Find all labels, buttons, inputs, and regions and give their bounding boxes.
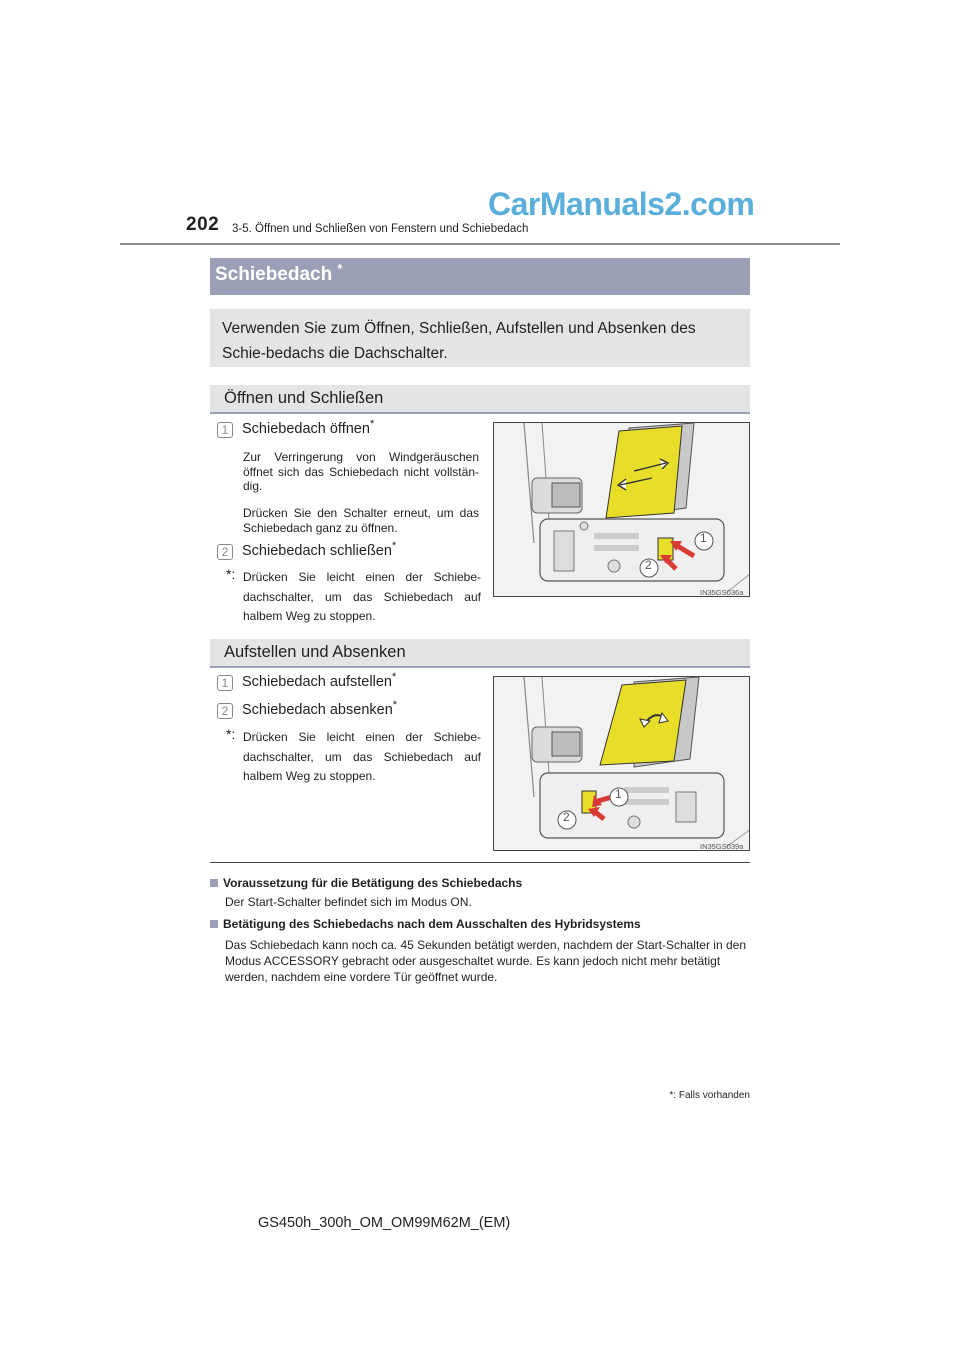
note-body-after-shutdown: Das Schiebedach kann noch ca. 45 Sekunden betätigt werden, nachdem der Start-Schalter in den Modus ACCESSORY gebracht oder ausgeschaltet wurde. Es kann jedoch nicht mehr betätigt werden, nachdem eine vordere Tür geöffnet wurde. — [225, 938, 746, 984]
step-open-label: Schiebedach öffnen* — [242, 418, 375, 437]
figure-code: IN35GS036a — [700, 588, 744, 597]
figure-tilt-illustration — [494, 677, 750, 851]
note-marker: *: — [226, 566, 236, 582]
subsection-heading: Öffnen und Schließen — [224, 389, 384, 407]
note-title-condition: Voraussetzung für die Betätigung des Schiebedachs — [210, 876, 522, 890]
step-open-para-2: Drücken Sie den Schalter erneut, um das Schiebedach ganz zu öffnen. — [243, 506, 479, 535]
step-number-2: 2 — [217, 544, 233, 560]
note-marker: *: — [226, 726, 236, 742]
watermark-logo: CarManuals2.com — [488, 186, 755, 222]
figure-code: IN35GS039a — [700, 842, 744, 851]
figure-callout-1: 1 — [700, 531, 707, 545]
figure-open-close — [493, 422, 750, 597]
step-number-1: 1 — [217, 675, 233, 691]
step-close-label: Schiebedach schließen* — [242, 540, 397, 559]
note-stop-halfway: Drücken Sie leicht einen der Schiebe-dachschalter, um das Schiebedach auf halbem Weg zu stoppen. — [243, 730, 481, 783]
intro-text: Verwenden Sie zum Öffnen, Schließen, Aufstellen und Absenken des Schie-bedachs die Dachschalter. — [210, 309, 750, 367]
header-divider — [120, 243, 840, 245]
subsection-tilt — [210, 639, 750, 668]
note-title-after-shutdown: Betätigung des Schiebedachs nach dem Ausschalten des Hybridsystems — [210, 917, 641, 931]
section-title-bar — [210, 258, 750, 295]
note-body-condition: Der Start-Schalter befindet sich im Modus ON. — [225, 895, 472, 909]
figure-tilt — [493, 676, 750, 851]
step-number-1: 1 — [217, 422, 233, 438]
step-number-2: 2 — [217, 703, 233, 719]
section-title: Schiebedach * — [215, 261, 343, 285]
footer-doc-code: GS450h_300h_OM_OM99M62M_(EM) — [258, 1215, 511, 1231]
subsection-heading: Aufstellen und Absenken — [224, 643, 406, 661]
step-open-para-1: Zur Verringerung von Windgeräuschen öffnet sich das Schiebedach nicht vollstän-dig. — [243, 450, 479, 493]
step-tilt-up-label: Schiebedach aufstellen* — [242, 671, 397, 690]
footnote-if-equipped: *: Falls vorhanden — [669, 1090, 750, 1101]
page-number: 202 — [186, 214, 220, 235]
notes-divider — [210, 862, 750, 863]
note-stop-halfway: Drücken Sie leicht einen der Schiebe-dachschalter, um das Schiebedach auf halbem Weg zu stoppen. — [243, 570, 481, 623]
subsection-open-close — [210, 385, 750, 414]
chapter-title: 3-5. Öffnen und Schließen von Fenstern und Schiebedach — [232, 223, 529, 235]
step-tilt-down-label: Schiebedach absenken* — [242, 699, 398, 718]
figure-callout-2: 2 — [563, 810, 570, 824]
figure-open-close-illustration — [494, 423, 750, 597]
figure-callout-2: 2 — [645, 558, 652, 572]
figure-callout-1: 1 — [615, 787, 622, 801]
